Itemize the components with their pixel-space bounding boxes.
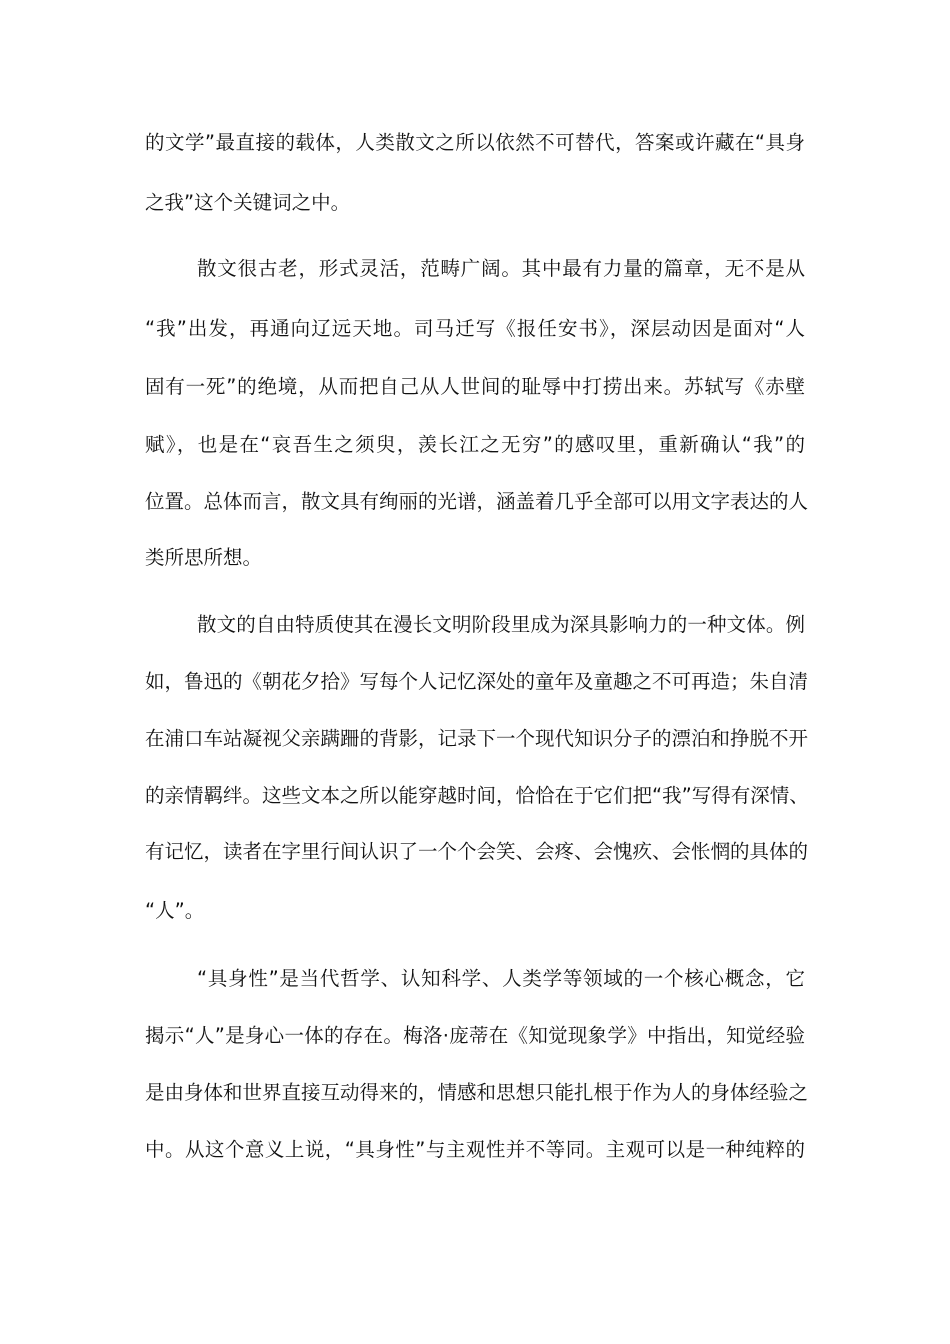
paragraph-first-line: 散文的自由特质使其在漫长文明阶段里成为深具影响力的一种文体。例 [197,613,805,636]
text-line: 如，鲁迅的《朝花夕拾》写每个人记忆深处的童年及童趣之不可再造；朱自清 [145,670,809,693]
text-line: 位置。总体而言，散文具有绚丽的光谱，涵盖着几乎全部可以用文字表达的人 [145,490,809,513]
text-line: 的文学”最直接的载体，人类散文之所以依然不可替代，答案或许藏在“具身 [145,131,805,154]
text-line: 的亲情羁绊。这些文本之所以能穿越时间，恰恰在于它们把“我”写得有深情、 [145,784,809,807]
paragraph-first-line: “具身性”是当代哲学、认知科学、人类学等领域的一个核心概念，它 [197,967,805,990]
text-line: 揭示“人”是身心一体的存在。梅洛·庞蒂在《知觉现象学》中指出，知觉经验 [145,1024,805,1047]
text-line: 之我”这个关键词之中。 [145,191,351,214]
text-line: 在浦口车站凝视父亲蹒跚的背影，记录下一个现代知识分子的漂泊和挣脱不开 [145,727,809,750]
text-line: 固有一死”的绝境，从而把自己从人世间的耻辱中打捞出来。苏轼写《赤壁 [145,375,805,398]
text-line: “人”。 [145,899,205,922]
text-line: 赋》，也是在“哀吾生之须臾，羡长江之无穷”的感叹里，重新确认“我”的 [145,433,805,456]
text-line: 中。从这个意义上说，“具身性”与主观性并不等同。主观可以是一种纯粹的 [145,1138,805,1161]
paragraph-first-line: 散文很古老，形式灵活，范畴广阔。其中最有力量的篇章，无不是从 [197,257,805,280]
text-line: 有记忆，读者在字里行间认识了一个个会笑、会疼、会愧疚、会怅惘的具体的 [145,840,809,863]
text-line: 类所思所想。 [145,546,263,569]
text-line: “我”出发，再通向辽远天地。司马迁写《报任安书》，深层动因是面对“人 [145,317,805,340]
text-line: 是由身体和世界直接互动得来的，情感和思想只能扎根于作为人的身体经验之 [145,1081,809,1104]
